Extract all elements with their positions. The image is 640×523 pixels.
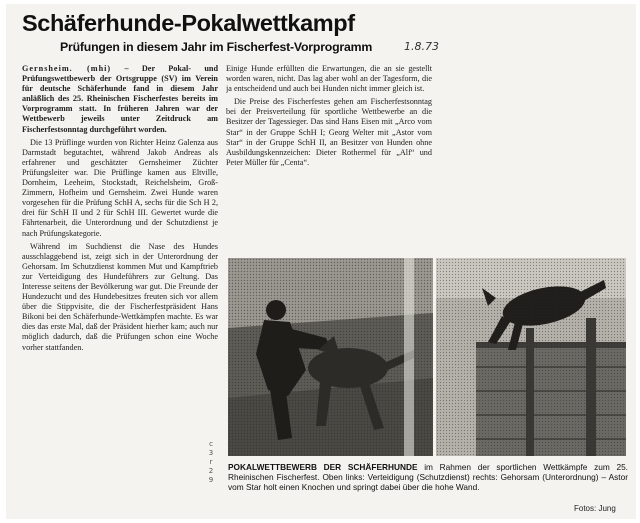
photo-caption bbox=[228, 462, 628, 493]
paragraph-prizes: Die Preise des Fischerfestes gehen am Fischerfestsonntag bei der Preisverteilung für sportliche Wettbewerbe an die Besitzer der Tagessieger. Das sind Hans Eisen mit „Arco vom Star“ in der Gruppe SchH I; Georg Welter mit „Astor vom Star“ in der Gruppe SchH II, an Besitzer von Hunden ohne Ausbildungskennzeichen: Dieter Rothermel für „Alf“ und Peter Müller für „Centa“. bbox=[226, 97, 432, 167]
dateline: Gernsheim. (mhi) bbox=[22, 64, 112, 73]
photo-dog-jump bbox=[436, 258, 626, 456]
dog-jump-image bbox=[436, 258, 626, 456]
lead-paragraph bbox=[22, 64, 218, 135]
article-column-left bbox=[22, 64, 218, 406]
margin-marks: c 3 r 2 9 bbox=[208, 440, 214, 484]
caption-text: im Rahmen der sportlichen Wettkämpfe zum 25. Rheinischen Fischerfest. Oben links: Verteidigung (Schutzdienst) rechts: Gehorsam (Unterordnung) – Astor vom Star holt einen Knochen und springt dabei über die hohe Wand. bbox=[228, 462, 628, 493]
lead-text: – Der Pokal- und Prüfungswettbewerb der Ortsgruppe (SV) im Verein für deutsche Schäferhunde fand in diesem Jahr anläßlich des 25. Rheinischen Fischerfestes bereits im Vorprogramm statt. In früheren Jahren war der Wettbewerb jeweils unter Zeitdruck am Fischerfestsonntag durchgeführt worden. bbox=[22, 64, 218, 134]
article-headline: Schäferhunde-Pokalwettkampf bbox=[22, 10, 355, 36]
handwritten-date-note: 1.8.73 bbox=[404, 40, 439, 53]
caption-lead: POKALWETTBEWERB DER SCHÄFERHUNDE bbox=[228, 462, 418, 472]
paragraph-expectations: Einige Hunde erfüllten die Erwartungen, die an sie gestellt worden waren, nicht. Das lag aber wohl an der Tagesform, die ja entscheidend und auch bei Hunden nicht immer gleich ist. bbox=[226, 64, 432, 94]
photo-protection-work bbox=[228, 258, 433, 456]
photo-credit: Fotos: Jung bbox=[574, 504, 616, 513]
paragraph-judges: Die 13 Prüflinge wurden von Richter Heinz Galenza aus Darmstadt begutachtet, während Jakob Andreas als erfahrener und geschätzter Gernsheimer Züchter Prüfungsleiter war. Die Prüflinge kamen aus Eltville, Dornheim, Leeheim, Stockstadt, Reichelsheim, Groß-Zimmern, Hofheim und Gernsheim. Zwei Hunde waren vorgesehen für die Prüfung SchH A, sechs für die Sch H 2, drei für SchH II und 2 für SchH III. Gewertet wurde die Fährtenarbeit, die Unterordnung und der Schutzdienst je nach Prüfungskategorie. bbox=[22, 137, 218, 238]
protection-work-image bbox=[228, 258, 433, 456]
paragraph-disciplines: Während im Suchdienst die Nase des Hundes ausschlaggebend ist, zeigt sich in der Unterordnung der Gehorsam. Im Schutzdienst kommen Mut und Kampftrieb zur Verteidigung des Hundeführers zur Geltung. Das Interesse seitens der Bevölkerung war gut. Die Freunde der Hundezucht und des Hundebesitzes freuten sich vor allem über die Stippvisite, die der Fischerfestpräsident Hans Bikoni bei den Schäferhunde-Wettkämpfen machte. Es war dies das erste Mal, daß der Präsident hierher kam; auch nur möglich dadurch, daß die Prüfungen schon eine Woche vorher stattfanden. bbox=[22, 241, 218, 352]
article-subheadline: Prüfungen in diesem Jahr im Fischerfest-Vorprogramm bbox=[60, 40, 373, 54]
article-column-right bbox=[226, 64, 432, 254]
